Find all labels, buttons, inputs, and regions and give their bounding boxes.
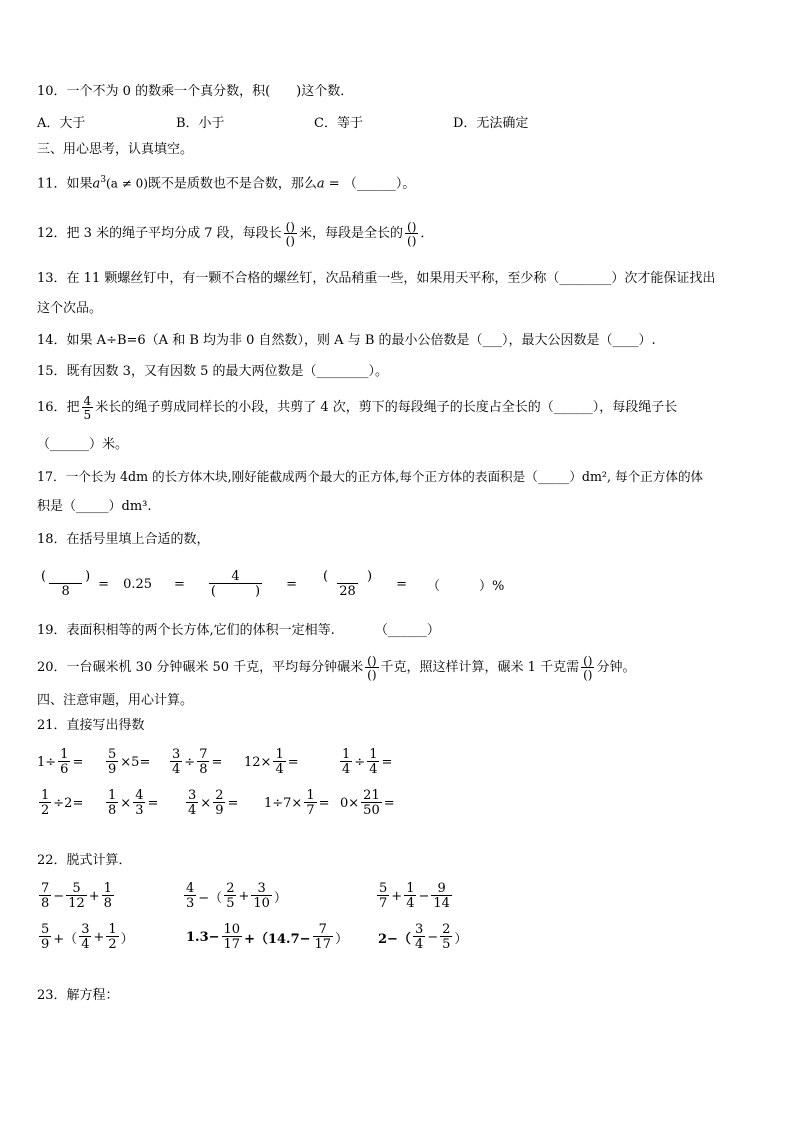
q18-equation: $\frac{( )}{8}$ = 0.25 = $\frac{4}{( )}$ = $\frac{( )}{28}$ = （ ）% — [41, 569, 505, 599]
q22-expr-5: 1.3− $\frac{10}{17}$ +（14.7− $\frac{7}{17}$ ） — [186, 922, 349, 952]
q21-item-5: $\frac{1}{4}$ ÷ $\frac{1}{4}$ = — [342, 747, 393, 777]
section-4-heading: 四、注意审题，用心计算。 — [37, 693, 194, 708]
q13-line2: 这个次品。 — [37, 301, 103, 316]
q18-stem: 18．在括号里填上合适的数， — [37, 532, 210, 547]
q22-stem: 22．脱式计算． — [37, 853, 132, 868]
q22-expr-1: $\frac{7}{8}$ − $\frac{5}{12}$ + $\frac{1}{8}$ — [41, 881, 112, 911]
q17-line2: 积是（_____）dm³. — [37, 499, 152, 514]
q22-expr-3: $\frac{5}{7}$ + $\frac{1}{4}$ − $\frac{9}{14}$ — [379, 881, 450, 911]
section-3-heading: 三、用心思考，认真填空。 — [37, 142, 194, 157]
q12-fraction-1: $\frac{()}{()}$ — [285, 219, 295, 248]
q23-stem: 23．解方程： — [37, 988, 119, 1003]
q21-stem: 21．直接写出得数 — [37, 718, 145, 733]
q10-stem: 10．一个不为 0 的数乘一个真分数，积( )这个数． — [37, 84, 354, 99]
q20-fraction-2: $\frac{()}{()}$ — [583, 653, 593, 682]
q12: 12．把 3 米的绳子平均分成 7 段，每段长 $\frac{()}{()}$ 米，每段是全长的 $\frac{()}{()}$ ． — [37, 219, 434, 248]
q16-line2: （______）米。 — [37, 437, 129, 452]
q17-line1: 17．一个长为 4dm 的长方体木块,刚好能截成两个最大的正方体,每个正方体的表面积是（_____）dm², 每个正方体的体 — [37, 469, 704, 484]
q11: 11．如果$a^3(a \ne 0)$既不是质数也不是合数，那么a = （______）。 — [37, 175, 416, 192]
q21-item-8: $\frac{3}{4}$ × $\frac{2}{9}$ = — [188, 788, 239, 818]
q16-fraction: $\frac{4}{5}$ — [83, 393, 92, 422]
q22-expr-2: $\frac{4}{3}$ −（ $\frac{2}{5}$ + $\frac{3}{10}$ ） — [186, 881, 287, 911]
q14: 14．如果 A÷B=6（A 和 B 均为非 0 自然数），则 A 与 B 的最小公倍数是（___），最大公因数是（____）. — [37, 333, 656, 348]
q10-option-c: C．等于 — [314, 116, 363, 131]
q15: 15．既有因数 3，又有因数 5 的最大两位数是（________）。 — [37, 364, 388, 379]
q21-item-6: $\frac{1}{2}$ ÷2= — [41, 788, 84, 818]
q21-item-7: $\frac{1}{8}$ × $\frac{4}{3}$ = — [108, 788, 159, 818]
q22-expr-6: 2−（ $\frac{3}{4}$ − $\frac{2}{5}$ ） — [378, 922, 468, 952]
q20: 20．一台碾米机 30 分钟碾米 50 千克，平均每分钟碾米 $\frac{()}{()}$ 千克，照这样计算，碾米 1 千克需 $\frac{()}{()}$ 分钟。 — [37, 653, 636, 682]
q12-fraction-2: $\frac{()}{()}$ — [407, 219, 417, 248]
q16-line1: 16．把 $\frac{4}{5}$ 米长的绳子剪成同样长的小段，共剪了 4 次，剪下的每段绳子的长度占全长的（______），每段绳子长 — [37, 393, 678, 422]
q19: 19．表面积相等的两个长方体,它们的体积一定相等. （______） — [37, 623, 440, 638]
q22-expr-4: $\frac{5}{9}$ +（ $\frac{3}{4}$ + $\frac{1}{2}$ ） — [41, 922, 134, 952]
q21-item-2: $\frac{5}{9}$ ×5= — [108, 747, 151, 777]
q21-item-1: 1÷ $\frac{1}{6}$ = — [37, 747, 84, 777]
q13-line1: 13．在 11 颗螺丝钉中，有一颗不合格的螺丝钉，次品稍重一些，如果用天平称，至少称（________）次才能保证找出 — [37, 271, 716, 286]
q21-item-9: 1÷7× $\frac{1}{7}$ = — [264, 788, 330, 818]
q20-fraction-1: $\frac{()}{()}$ — [367, 653, 377, 682]
q10-option-a: A．大于 — [37, 116, 86, 131]
q10-option-d: D．无法确定 — [453, 116, 529, 131]
q10-option-b: B．小于 — [176, 116, 225, 131]
q21-item-4: 12× $\frac{1}{4}$ = — [244, 747, 299, 777]
q21-item-3: $\frac{3}{4}$ ÷ $\frac{7}{8}$ = — [172, 747, 223, 777]
q21-item-10: 0× $\frac{21}{50}$ = — [340, 788, 395, 818]
